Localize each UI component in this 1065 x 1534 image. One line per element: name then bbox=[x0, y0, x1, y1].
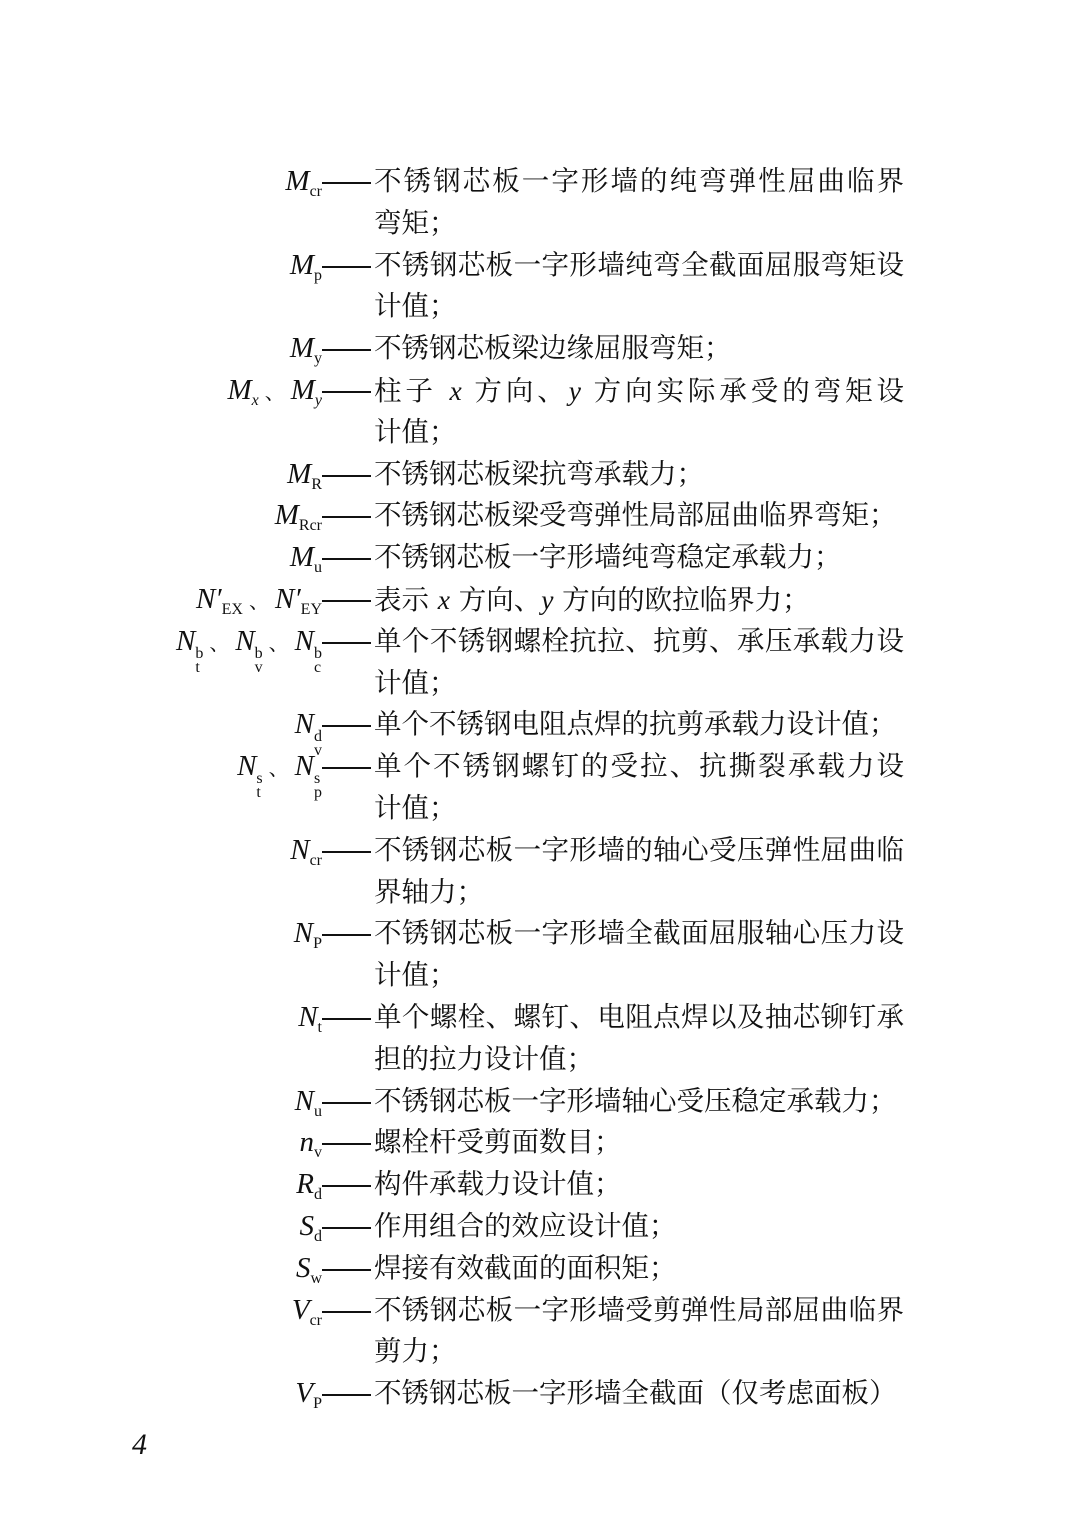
definition-line: 不锈钢芯板一字形墙全截面屈服轴心压力设 bbox=[374, 917, 904, 950]
definition-line: 不锈钢芯板一字形墙纯弯稳定承载力； bbox=[374, 541, 842, 574]
separator: 、 bbox=[209, 630, 230, 655]
symbol-base: R bbox=[296, 1168, 314, 1201]
definition-line: 单个不锈钢螺钉的受拉、抗撕裂承载力设 bbox=[374, 750, 904, 783]
superscript: s bbox=[256, 770, 263, 788]
symbol-base: M bbox=[227, 373, 252, 406]
subscript: u bbox=[314, 1102, 322, 1120]
symbol-scripts bbox=[314, 772, 322, 800]
symbol bbox=[0, 370, 322, 412]
em-dash bbox=[322, 621, 374, 663]
symbol-base: M bbox=[289, 541, 314, 574]
symbol-entry bbox=[0, 1248, 1065, 1290]
symbol-entry bbox=[0, 537, 1065, 579]
superscript: d bbox=[314, 728, 322, 746]
definition-line: 计值； bbox=[374, 666, 457, 699]
definition-line: 单个不锈钢电阻点焊的抗剪承载力设计值； bbox=[374, 708, 897, 741]
symbol-base: N bbox=[298, 1000, 318, 1033]
symbol-entry bbox=[0, 495, 1065, 537]
definition-text bbox=[374, 1081, 904, 1123]
symbol-entry bbox=[0, 1373, 1065, 1415]
em-dash bbox=[322, 495, 374, 537]
symbol-base: N bbox=[237, 750, 257, 783]
definition-line: 不锈钢芯板梁受弯弹性局部屈曲临界弯矩； bbox=[374, 499, 897, 532]
definition-line: 不锈钢芯板一字形墙全截面（仅考虑面板） bbox=[374, 1377, 897, 1410]
symbol-entry bbox=[0, 161, 1065, 245]
subscript: cr bbox=[309, 1311, 322, 1329]
symbol-base: V bbox=[295, 1377, 314, 1410]
symbol-definition-list bbox=[0, 161, 1065, 1415]
definition-line: 不锈钢芯板一字形墙的轴心受压弹性屈曲临 bbox=[374, 833, 904, 866]
math-variable: y bbox=[541, 583, 554, 615]
symbol bbox=[0, 245, 322, 287]
subscript: t bbox=[195, 658, 200, 676]
separator: 、 bbox=[268, 756, 289, 781]
definition-text bbox=[374, 495, 904, 537]
definition-text bbox=[374, 1122, 904, 1164]
definition-line: 不锈钢芯板一字形墙受剪弹性局部屈曲临界 bbox=[374, 1293, 904, 1326]
definition-text bbox=[374, 913, 904, 997]
symbol bbox=[0, 913, 322, 955]
em-dash bbox=[322, 579, 374, 621]
definition-line: 担的拉力设计值； bbox=[374, 1042, 594, 1075]
symbol-base: M bbox=[289, 248, 314, 281]
em-dash bbox=[322, 1290, 374, 1332]
symbol bbox=[0, 997, 322, 1039]
subscript: w bbox=[310, 1269, 322, 1287]
definition-line: 计值； bbox=[374, 959, 457, 992]
subscript: d bbox=[314, 1186, 322, 1204]
definition-text bbox=[374, 537, 904, 579]
symbol bbox=[0, 537, 322, 579]
math-variable: x bbox=[449, 374, 462, 406]
page-number: 4 bbox=[132, 1428, 147, 1461]
em-dash bbox=[322, 913, 374, 955]
symbol-base: M bbox=[285, 165, 310, 197]
symbol-entry bbox=[0, 1290, 1065, 1374]
symbol-base: S bbox=[295, 1251, 311, 1284]
separator: 、 bbox=[268, 630, 289, 655]
symbol-entry bbox=[0, 830, 1065, 914]
definition-line: 弯矩； bbox=[374, 206, 457, 239]
symbol-entry bbox=[0, 1164, 1065, 1206]
subscript: d bbox=[314, 1227, 322, 1245]
em-dash bbox=[322, 1373, 374, 1415]
symbol-entry bbox=[0, 997, 1065, 1081]
math-variable: y bbox=[568, 374, 581, 406]
symbol-base: M bbox=[290, 373, 315, 406]
symbol-entry bbox=[0, 579, 1065, 621]
definition-text bbox=[374, 1248, 904, 1290]
superscript: s bbox=[314, 770, 321, 788]
symbol bbox=[0, 1164, 322, 1206]
definition-text bbox=[374, 579, 904, 621]
definition-text bbox=[374, 328, 904, 370]
em-dash bbox=[322, 537, 374, 579]
definition-line: 不锈钢芯板一字形墙纯弯全截面屈服弯矩设 bbox=[374, 248, 904, 281]
definition-line: 不锈钢芯板一字形墙轴心受压稳定承载力； bbox=[374, 1084, 897, 1117]
subscript: v bbox=[314, 1144, 322, 1162]
em-dash bbox=[322, 1206, 374, 1248]
em-dash bbox=[322, 1164, 374, 1206]
symbol bbox=[0, 742, 322, 802]
definition-text bbox=[374, 746, 904, 830]
definition-text bbox=[374, 704, 904, 746]
definition-text bbox=[374, 1206, 904, 1248]
separator: 、 bbox=[264, 379, 285, 404]
symbol bbox=[0, 1122, 322, 1164]
symbol bbox=[0, 1290, 322, 1332]
subscript: p bbox=[314, 784, 322, 802]
symbol-base: N bbox=[235, 624, 255, 657]
symbol-scripts bbox=[314, 644, 322, 676]
symbol bbox=[0, 1248, 322, 1290]
definition-line: 螺栓杆受剪面数目； bbox=[374, 1126, 622, 1159]
superscript: b bbox=[254, 644, 263, 662]
definition-line: 柱子 x 方向、y 方向实际承受的弯矩设 bbox=[374, 374, 904, 407]
math-variable: x bbox=[437, 583, 450, 615]
definition-line: 作用组合的效应设计值； bbox=[374, 1209, 677, 1242]
definition-line: 不锈钢芯板梁抗弯承载力； bbox=[374, 457, 704, 490]
symbol-base: N bbox=[294, 708, 314, 741]
symbol-entry bbox=[0, 704, 1065, 760]
em-dash bbox=[322, 454, 374, 496]
subscript: Rcr bbox=[298, 517, 322, 535]
superscript: b bbox=[195, 644, 204, 662]
symbol-scripts bbox=[256, 772, 262, 800]
symbol bbox=[0, 495, 322, 537]
symbol-entry bbox=[0, 1206, 1065, 1248]
definition-text bbox=[374, 370, 904, 454]
subscript: t bbox=[317, 1018, 322, 1036]
definition-line: 剪力； bbox=[374, 1335, 457, 1368]
definition-text bbox=[374, 621, 904, 705]
em-dash bbox=[322, 1122, 374, 1164]
symbol-base: N′ bbox=[195, 582, 222, 615]
definition-line: 单个不锈钢螺栓抗拉、抗剪、承压承载力设 bbox=[374, 624, 904, 657]
symbol bbox=[0, 621, 322, 676]
symbol-base: M bbox=[287, 457, 312, 490]
subscript: v bbox=[254, 658, 263, 676]
symbol bbox=[0, 579, 322, 621]
symbol bbox=[0, 1373, 322, 1415]
em-dash bbox=[322, 1081, 374, 1123]
definition-line: 界轴力； bbox=[374, 875, 484, 908]
symbol-base: N bbox=[294, 1084, 314, 1117]
subscript: R bbox=[311, 475, 322, 493]
definition-text bbox=[374, 997, 904, 1081]
symbol-base: N bbox=[294, 750, 314, 783]
symbol-base: V bbox=[291, 1293, 310, 1326]
subscript: y bbox=[314, 391, 322, 409]
definition-line: 计值； bbox=[374, 415, 457, 448]
symbol-base: N bbox=[293, 917, 314, 950]
definition-text bbox=[374, 454, 904, 496]
subscript: v bbox=[314, 742, 322, 760]
symbol-entry bbox=[0, 1122, 1065, 1164]
subscript: cr bbox=[309, 183, 322, 200]
subscript: EY bbox=[300, 600, 322, 618]
symbol-entry bbox=[0, 328, 1065, 370]
subscript: EX bbox=[221, 600, 243, 618]
symbol bbox=[0, 704, 322, 760]
definition-line: 单个螺栓、螺钉、电阻点焊以及抽芯铆钉承 bbox=[374, 1000, 904, 1033]
subscript: y bbox=[314, 350, 322, 368]
definition-line: 不锈钢芯板梁边缘屈服弯矩； bbox=[374, 332, 732, 365]
subscript: P bbox=[313, 935, 322, 953]
symbol-entry bbox=[0, 742, 1065, 830]
em-dash bbox=[322, 328, 374, 370]
definition-text bbox=[374, 1373, 904, 1415]
symbol-entry bbox=[0, 370, 1065, 454]
em-dash bbox=[322, 370, 374, 412]
symbol-base: N bbox=[290, 833, 310, 866]
em-dash bbox=[322, 746, 374, 788]
definition-text bbox=[374, 830, 904, 914]
superscript: b bbox=[314, 644, 322, 662]
em-dash bbox=[322, 830, 374, 872]
symbol-base: M bbox=[289, 332, 314, 365]
symbol-base: M bbox=[274, 499, 299, 532]
symbol-entry bbox=[0, 454, 1065, 496]
symbol-entry bbox=[0, 621, 1065, 705]
definition-text bbox=[374, 1290, 904, 1374]
definition-line: 焊接有效截面的面积矩； bbox=[374, 1251, 677, 1284]
em-dash bbox=[322, 704, 374, 746]
symbol-entry bbox=[0, 245, 1065, 329]
definition-line: 不锈钢芯板一字形墙的纯弯弹性屈曲临界 bbox=[374, 165, 904, 197]
symbol-entry bbox=[0, 1081, 1065, 1123]
subscript: x bbox=[251, 391, 259, 409]
symbol-base: N bbox=[294, 624, 314, 657]
subscript: p bbox=[314, 266, 322, 284]
definition-line: 计值； bbox=[374, 290, 457, 323]
em-dash bbox=[322, 161, 374, 203]
em-dash bbox=[322, 997, 374, 1039]
subscript: cr bbox=[309, 851, 322, 869]
symbol bbox=[0, 328, 322, 370]
definition-text bbox=[374, 161, 904, 245]
separator: 、 bbox=[248, 588, 269, 613]
definition-line: 表示 x 方向、y 方向的欧拉临界力； bbox=[374, 583, 810, 616]
symbol-base: N bbox=[175, 624, 196, 657]
symbol bbox=[0, 454, 322, 496]
symbol-scripts bbox=[254, 644, 263, 676]
symbol-base: S bbox=[299, 1209, 314, 1242]
subscript: P bbox=[313, 1395, 322, 1413]
subscript: u bbox=[314, 559, 322, 577]
definition-text bbox=[374, 245, 904, 329]
symbol bbox=[0, 1206, 322, 1248]
em-dash bbox=[322, 1248, 374, 1290]
definition-line: 计值； bbox=[374, 791, 457, 824]
definition-line: 构件承载力设计值； bbox=[374, 1168, 622, 1201]
symbol bbox=[0, 161, 322, 203]
symbol-base: N′ bbox=[274, 582, 301, 615]
symbol-entry bbox=[0, 913, 1065, 997]
em-dash bbox=[322, 245, 374, 287]
symbol bbox=[0, 830, 322, 872]
subscript: t bbox=[256, 784, 261, 802]
subscript: c bbox=[314, 658, 322, 676]
symbol-base: n bbox=[299, 1126, 314, 1159]
symbol bbox=[0, 1081, 322, 1123]
definition-text bbox=[374, 1164, 904, 1206]
